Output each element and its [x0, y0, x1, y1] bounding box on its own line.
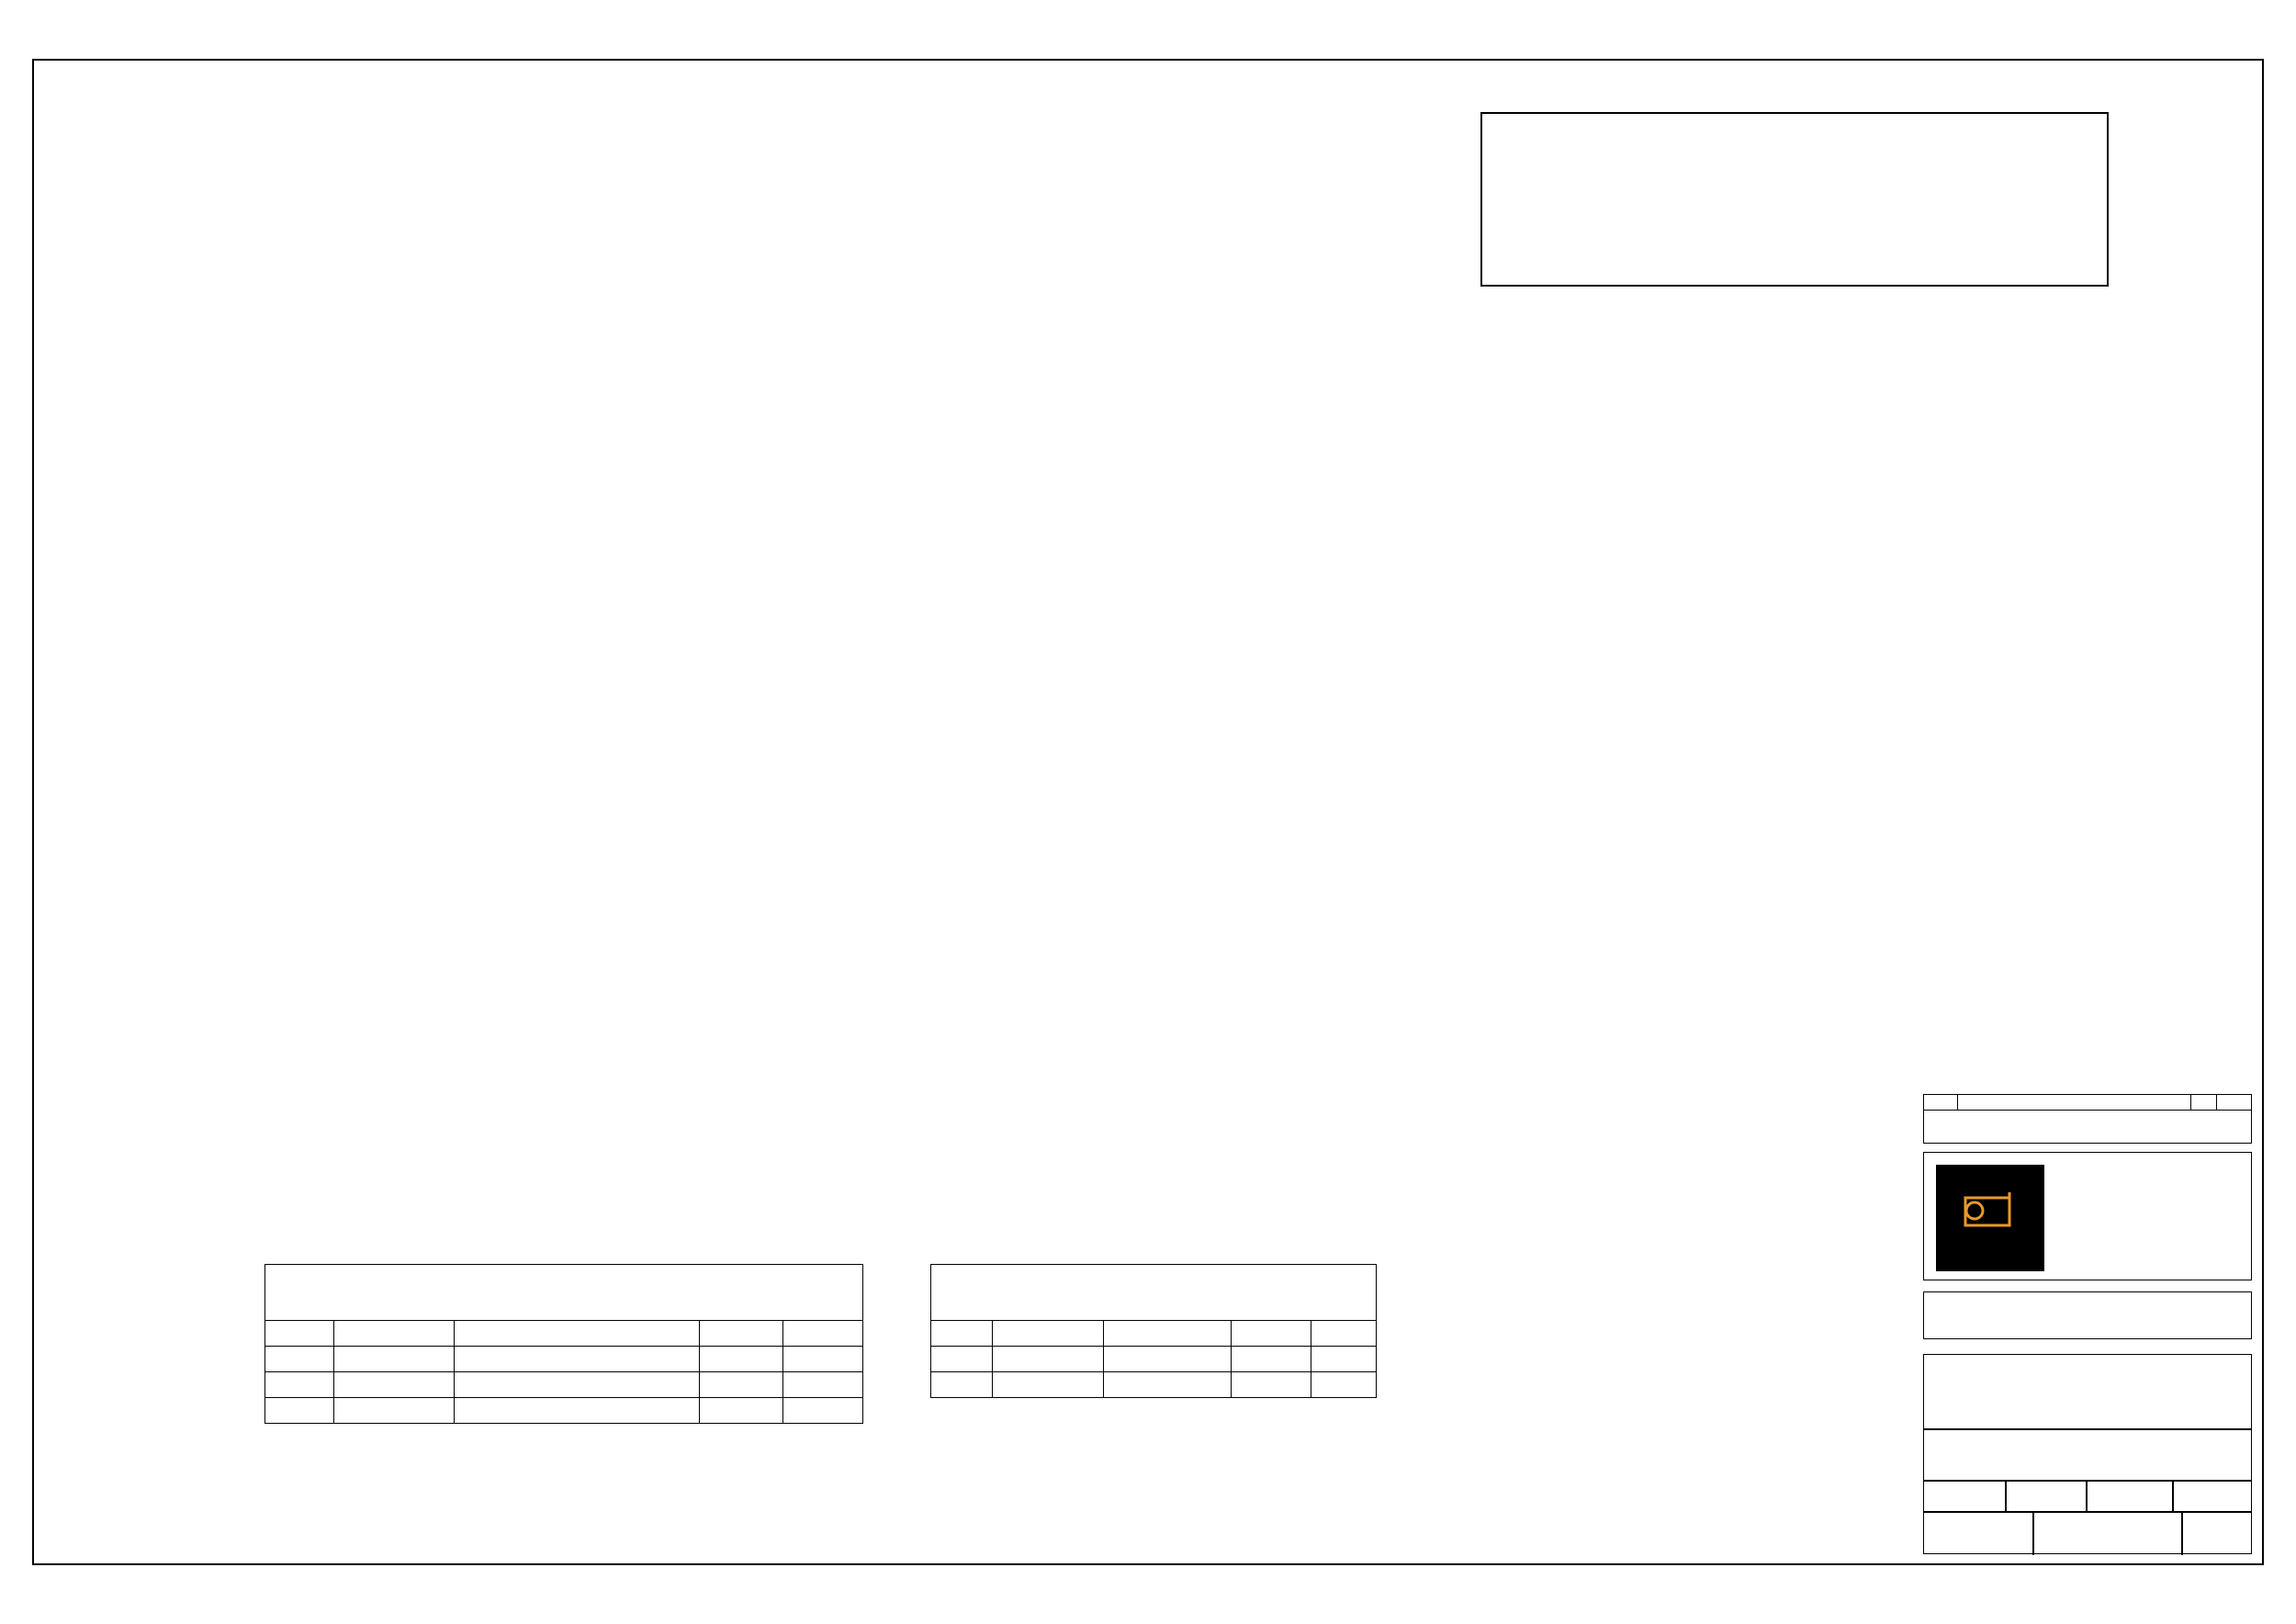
table-row	[931, 1347, 1377, 1372]
takplan-table-header	[265, 1321, 863, 1347]
takplan-table	[264, 1264, 863, 1424]
stolpar-table-header	[931, 1321, 1377, 1347]
stolpar-table	[930, 1264, 1377, 1398]
mist-logo	[1936, 1165, 2044, 1271]
drawing-info-block	[1923, 1354, 2252, 1554]
table-row	[265, 1398, 863, 1424]
table-row	[931, 1372, 1377, 1398]
takplan-table-caption	[265, 1265, 863, 1321]
logo-icon	[1936, 1165, 2044, 1271]
table-row	[265, 1347, 863, 1372]
table-row	[265, 1372, 863, 1398]
stolpar-table-caption	[931, 1265, 1377, 1321]
client-block	[1923, 1291, 2252, 1339]
revision-block	[1923, 1094, 2252, 1144]
